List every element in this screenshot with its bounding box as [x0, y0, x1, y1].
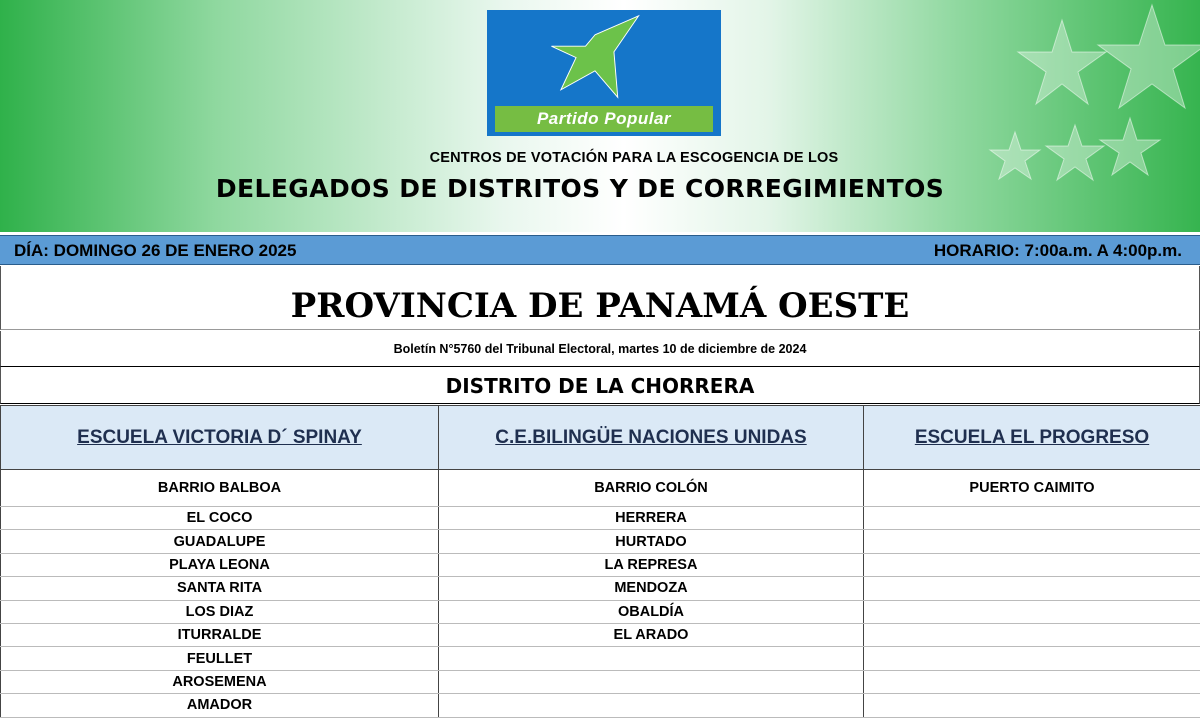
bulletin-note: Boletín N°5760 del Tribunal Electoral, martes 10 de diciembre de 2024 — [0, 331, 1200, 367]
table-cell — [864, 694, 1200, 717]
table-row — [1, 577, 1200, 600]
table-cell — [864, 577, 1200, 600]
table-cell: SANTA RITA — [1, 577, 439, 600]
table-cell: BARRIO BALBOA — [1, 470, 439, 507]
table-cell — [864, 623, 1200, 646]
table-cell: LOS DIAZ — [1, 600, 439, 623]
table-row — [1, 623, 1200, 646]
logo-text: Partido Popular — [495, 106, 713, 132]
district-title: DISTRITO DE LA CHORRERA — [0, 367, 1200, 404]
header-banner — [0, 0, 1200, 232]
table-row — [1, 470, 1200, 507]
table-cell: MENDOZA — [439, 577, 864, 600]
table-row — [1, 670, 1200, 693]
school-header: C.E.BILINGÜE NACIONES UNIDAS — [439, 406, 864, 470]
table-cell: EL ARADO — [439, 623, 864, 646]
table-row — [1, 600, 1200, 623]
schedule-label: HORARIO: 7:00a.m. A 4:00p.m. — [933, 241, 1182, 260]
table-cell — [864, 530, 1200, 553]
table-cell: FEULLET — [1, 647, 439, 670]
table-cell — [439, 694, 864, 717]
table-row — [1, 647, 1200, 670]
table-cell: AMADOR — [1, 694, 439, 717]
table-cell: OBALDÍA — [439, 600, 864, 623]
star-icon — [547, 14, 643, 104]
table-cell — [864, 553, 1200, 576]
table-cell: HURTADO — [439, 530, 864, 553]
table-cell — [439, 647, 864, 670]
table-cell: HERRERA — [439, 507, 864, 530]
table-cell: LA REPRESA — [439, 553, 864, 576]
table-cell — [439, 670, 864, 693]
table-cell — [864, 670, 1200, 693]
page-title: DELEGADOS DE DISTRITOS Y DE CORREGIMIENTOS — [215, 174, 945, 203]
table-cell — [864, 507, 1200, 530]
table-cell: PLAYA LEONA — [1, 553, 439, 576]
subtitle: CENTROS DE VOTACIÓN PARA LA ESCOGENCIA DE LOS — [429, 150, 839, 166]
party-logo — [487, 10, 721, 136]
table-cell: BARRIO COLÓN — [439, 470, 864, 507]
info-bar — [0, 235, 1200, 265]
province-title: PROVINCIA DE PANAMÁ OESTE — [0, 266, 1200, 330]
table-cell: GUADALUPE — [1, 530, 439, 553]
table-cell — [864, 600, 1200, 623]
voting-centers-table — [0, 405, 1200, 718]
table-row — [1, 553, 1200, 576]
table-cell: AROSEMENA — [1, 670, 439, 693]
table-row — [1, 507, 1200, 530]
table-cell: EL COCO — [1, 507, 439, 530]
school-header: ESCUELA EL PROGRESO — [864, 406, 1200, 470]
table-cell — [864, 647, 1200, 670]
school-header: ESCUELA VICTORIA D´ SPINAY — [1, 406, 439, 470]
date-label: DÍA: DOMINGO 26 DE ENERO 2025 — [14, 241, 297, 260]
table-cell: ITURRALDE — [1, 623, 439, 646]
table-row — [1, 694, 1200, 717]
table-row — [1, 530, 1200, 553]
table-header-row — [1, 406, 1200, 470]
table-cell: PUERTO CAIMITO — [864, 470, 1200, 507]
